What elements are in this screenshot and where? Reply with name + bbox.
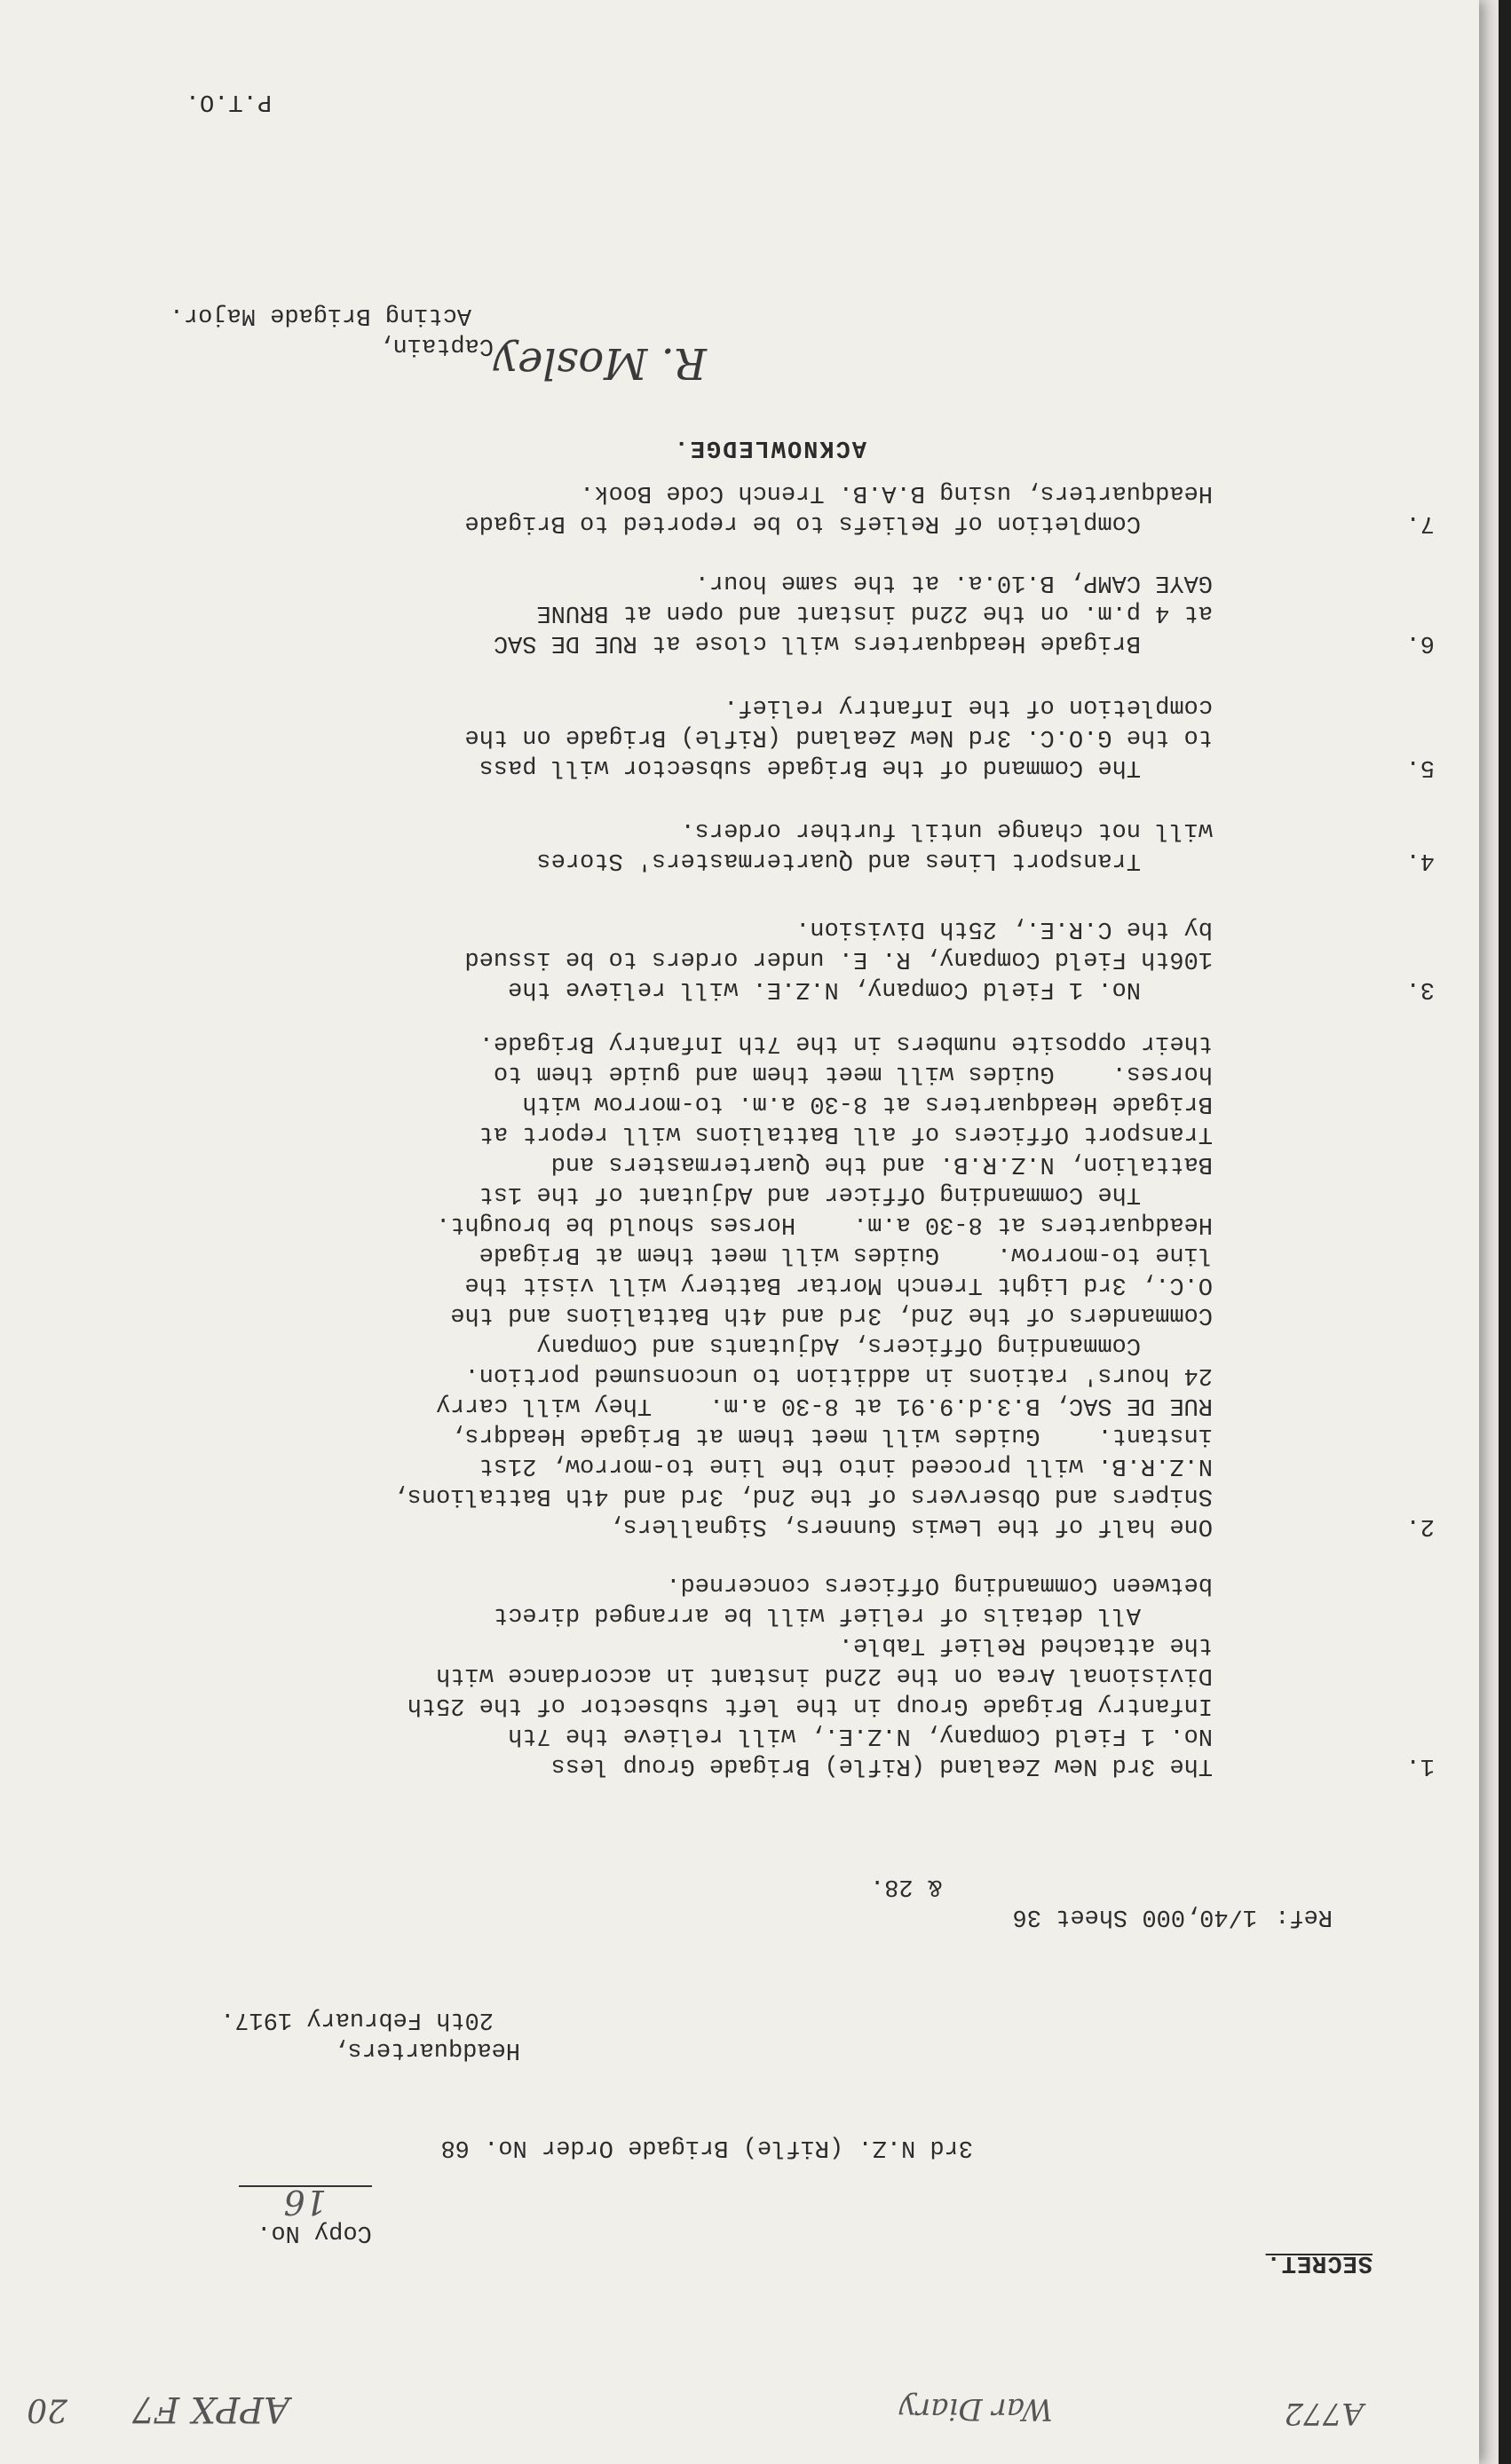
paragraph-line: Snipers and Observers of the 2nd, 3rd and 4th Battalions, — [392, 1482, 1213, 1509]
reference-line-2: & 28. — [869, 1873, 942, 1899]
paragraph-number: 1. — [1405, 1752, 1435, 1779]
paragraph-line: 24 hours' rations in addition to unconsumed portion. — [464, 1362, 1213, 1388]
order-paragraph-3 — [236, 913, 1435, 1004]
paragraph-line: the attached Relief Table. — [838, 1631, 1213, 1658]
paragraph-line: their opposite numbers in the 7th Infantry Brigade. — [479, 1030, 1213, 1056]
paragraph-line: RUE DE SAC, B.3.d.9.91 at 8-30 a.m. They will carry — [436, 1392, 1213, 1418]
paragraph-line: horses. Guides will meet them and guide them to — [493, 1060, 1213, 1086]
signatory-rank: Captain, — [378, 332, 494, 359]
order-paragraph-7 — [236, 478, 1435, 538]
acknowledge-instruction: ACKNOWLEDGE. — [672, 434, 866, 461]
paragraph-line: Commanders of the 2nd, 3rd and 4th Battalions and the — [450, 1301, 1213, 1328]
copy-label: Copy No. — [257, 2219, 372, 2246]
paragraph-line: Completion of Reliefs to be reported to Brigade — [464, 509, 1213, 536]
order-paragraph-5 — [236, 691, 1435, 782]
paragraph-number: 5. — [1405, 754, 1435, 780]
order-title: 3rd N.Z. (Rifle) Brigade Order No. 68 — [440, 2134, 973, 2160]
paragraph-line: All details of relief will be arranged direct — [493, 1601, 1213, 1628]
paragraph-line: One half of the Lewis Gunners, Signallers, — [608, 1512, 1213, 1539]
paragraph-line: GAYE CAMP, B.10.a. at the same hour. — [694, 569, 1213, 596]
paragraph-line: The 3rd New Zealand (Rifle) Brigade Group less — [550, 1752, 1213, 1779]
paragraph-line: No. 1 Field Company, N.Z.E., will relieve the 7th — [508, 1722, 1213, 1749]
paragraph-line: Infantry Brigade Group in the left subsector of the 25th — [407, 1692, 1213, 1718]
order-paragraph-6 — [236, 567, 1435, 658]
reference-label: Ref: — [1275, 1903, 1333, 1930]
paragraph-line: Divisional Area on the 22nd instant in accordance with — [436, 1662, 1213, 1688]
paragraph-line: completion of the Infantry relief. — [724, 693, 1213, 720]
paragraph-line: to the G.O.C. 3rd New Zealand (Rifle) Brigade on the — [464, 723, 1213, 750]
origin-line: Headquarters, — [333, 2036, 520, 2063]
paragraph-line: will not change until further orders. — [680, 817, 1213, 843]
paragraph-line: Brigade Headquarters at 8-30 a.m. to-morrow with — [522, 1090, 1213, 1117]
order-paragraph-1 — [236, 1569, 1435, 1781]
paragraph-line: instant. Guides will meet them at Brigade Headqrs, — [450, 1422, 1213, 1449]
paragraph-line: Transport Lines and Quartermasters' Stores — [536, 847, 1213, 873]
order-paragraph-4 — [236, 815, 1435, 875]
paragraph-line: Transport Officers of all Battalions will report at — [479, 1120, 1213, 1147]
archive-appendix-mark: APPX F7 — [131, 2389, 289, 2429]
order-paragraph-2 — [236, 1028, 1435, 1541]
handwritten-signature: R. Mosley — [493, 338, 707, 388]
paragraph-line: by the C.R.E., 25th Division. — [795, 915, 1213, 942]
copy-number-handwritten: 16 — [239, 2185, 372, 2217]
paragraph-line: line to-morrow. Guides will meet them at Brigade — [479, 1241, 1213, 1268]
paragraph-number: 2. — [1405, 1512, 1435, 1539]
paragraph-number: 3. — [1405, 975, 1435, 1002]
paragraph-line: No. 1 Field Company, N.Z.E. will relieve the — [508, 975, 1213, 1002]
paragraph-line: Commanding Officers, Adjutants and Company — [536, 1331, 1213, 1358]
date-line: 20th February 1917. — [220, 2006, 494, 2033]
paragraph-line: The Commanding Officer and Adjutant of the 1st — [479, 1181, 1213, 1207]
paragraph-line: N.Z.R.B. will proceed into the line to-morrow, 21st — [479, 1452, 1213, 1479]
archive-page-number: 20 — [27, 2391, 67, 2428]
paragraph-line: O.C., 3rd Light Trench Mortar Battery will visit the — [464, 1271, 1213, 1298]
paragraph-line: Brigade Headquarters will close at RUE DE SAC — [493, 629, 1213, 656]
paragraph-number: 6. — [1405, 629, 1435, 656]
paragraph-line: 106th Field Company, R. E. under orders to be issued — [464, 945, 1213, 972]
paragraph-line: Battalion, N.Z.R.B. and the Quartermasters and — [550, 1150, 1213, 1177]
please-turn-over: P.T.O. — [185, 88, 272, 115]
copy-number-label — [239, 2151, 458, 2278]
classification-heading: SECRET. — [1265, 2249, 1373, 2276]
paragraph-line: between Commanding Officers concerned. — [666, 1571, 1213, 1598]
pencil-note-mark: War Diary — [898, 2391, 1053, 2427]
paragraph-line: Headquarters at 8-30 a.m. Horses should be brought. — [436, 1211, 1213, 1237]
paragraph-line: The Command of the Brigade subsector will pass — [479, 754, 1213, 780]
paragraph-number: 4. — [1405, 847, 1435, 873]
reference-line-1: 1/40,000 Sheet 36 — [1012, 1903, 1257, 1930]
paragraph-number: 7. — [1405, 509, 1435, 536]
signatory-appointment: Acting Brigade Major. — [169, 302, 471, 328]
paragraph-line: Headquarters, using B.A.B. Trench Code Book. — [580, 479, 1213, 506]
paragraph-line: at 4 p.m. on the 22nd instant and open at BRUNE — [536, 599, 1213, 626]
pencil-reference-mark: A772 — [1284, 2396, 1364, 2431]
